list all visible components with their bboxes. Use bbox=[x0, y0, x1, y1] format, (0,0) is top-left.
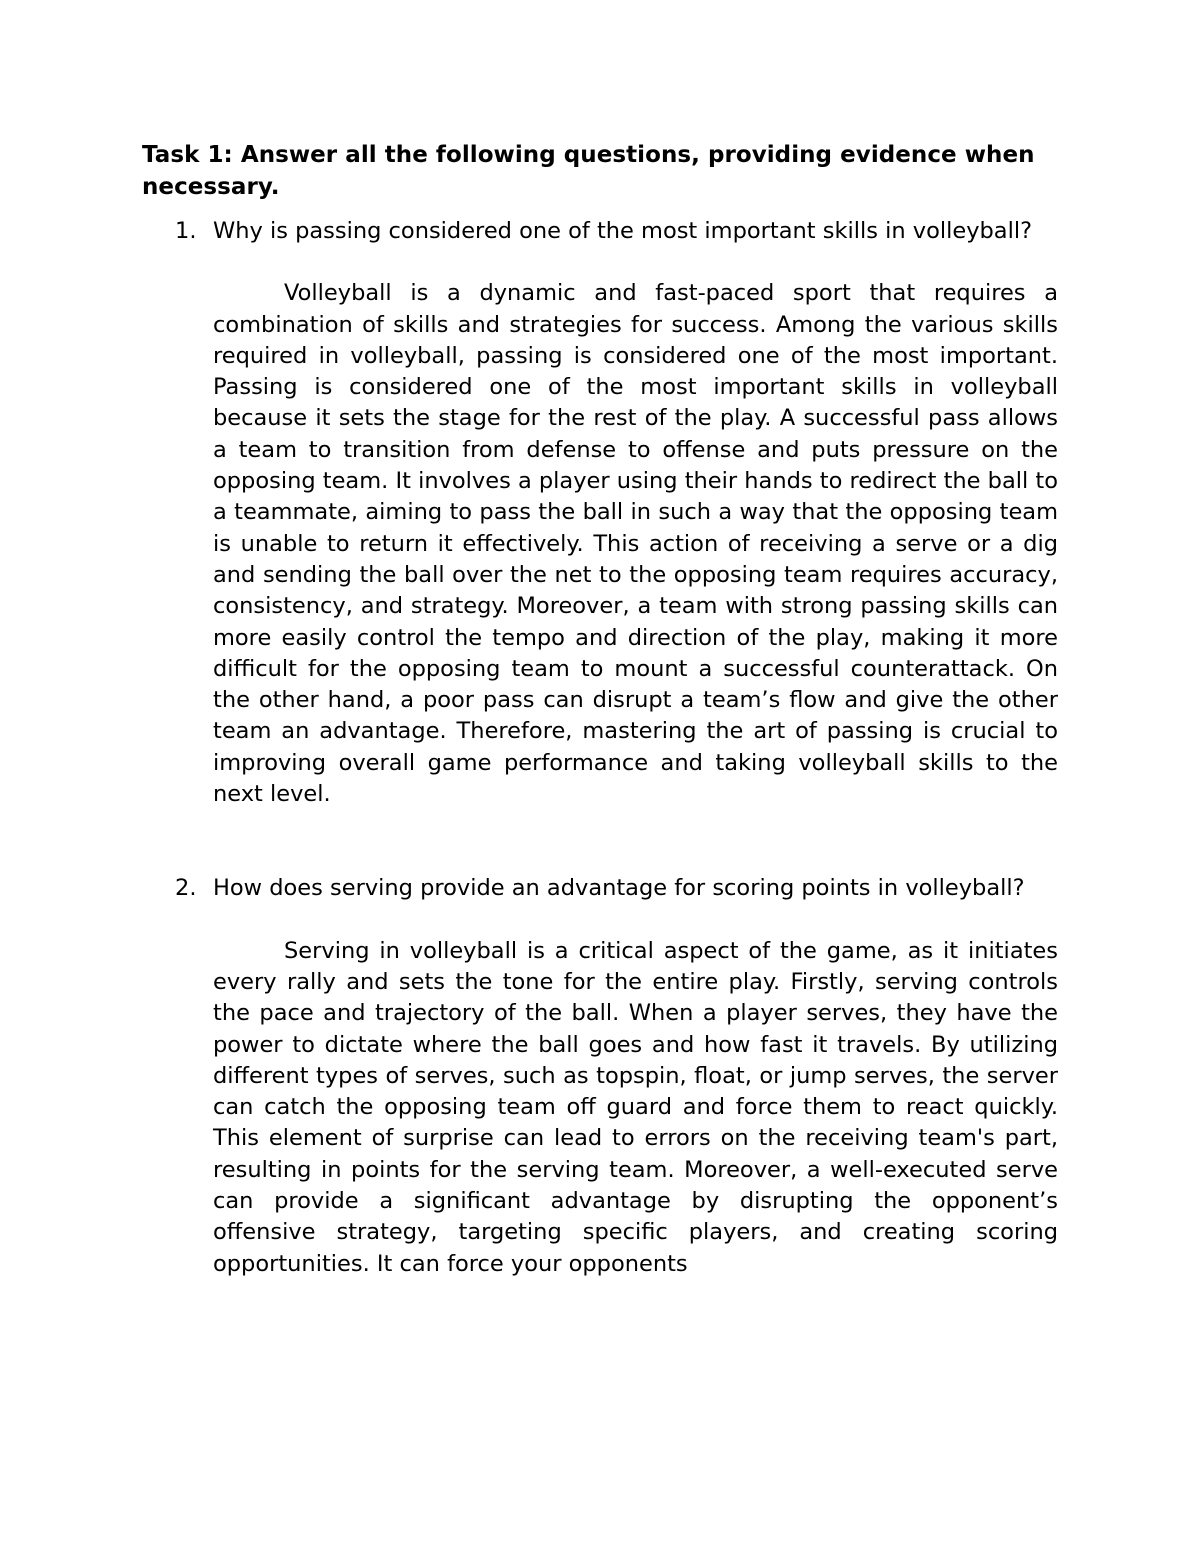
question-number: 1. bbox=[175, 218, 197, 244]
question-item bbox=[142, 216, 1058, 810]
answer-paragraph: Serving in volleyball is a critical aspect of the game, as it initiates every rally and sets the tone for the entire play. Firstly, serving controls the pace and trajectory of the ball. When a player serves, they have the power to dictate where the ball goes and how fast it travels. By utilizing different types of serves, such as topspin, float, or jump serves, the server can catch the opposing team off guard and force them to react quickly. This element of surprise can lead to errors on the receiving team's part, resulting in points for the serving team. Moreover, a well-executed serve can provide a significant advantage by disrupting the opponent’s offensive strategy, targeting specific players, and creating scoring opportunities. It can force your opponents bbox=[213, 937, 1058, 1277]
answer-paragraph: Volleyball is a dynamic and fast-paced sport that requires a combination of skills and strategies for success. Among the various skills required in volleyball, passing is considered one of the most important. Passing is considered one of the most important skills in volleyball because it sets the stage for the rest of the play. A successful pass allows a team to transition from defense to offense and puts pressure on the opposing team. It involves a player using their hands to redirect the ball to a teammate, aiming to pass the ball in such a way that the opposing team is unable to return it effectively. This action of receiving a serve or a dig and sending the ball over the net to the opposing team requires accuracy, consistency, and strategy. Moreover, a team with strong passing skills can more easily control the tempo and direction of the play, making it more difficult for the opposing team to mount a successful counterattack. On the other hand, a poor pass can disrupt a team’s flow and give the other team an advantage. Therefore, mastering the art of passing is crucial to improving overall game performance and taking volleyball skills to the next level. bbox=[213, 280, 1058, 808]
document-page bbox=[142, 139, 1058, 1280]
question-text: How does serving provide an advantage for scoring points in volleyball? bbox=[213, 875, 1025, 902]
spacer bbox=[142, 810, 1058, 873]
question-text: Why is passing considered one of the most important skills in volleyball? bbox=[213, 218, 1033, 244]
question-number: 2. bbox=[175, 875, 197, 902]
task-heading: Task 1: Answer all the following questions, providing evidence when necessary. bbox=[142, 142, 1035, 200]
question-item bbox=[142, 873, 1058, 1280]
question-list bbox=[142, 216, 1058, 1280]
